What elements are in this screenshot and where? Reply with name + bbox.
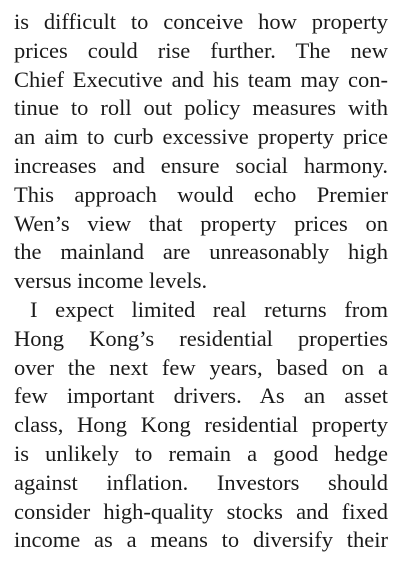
- paragraph-1: [14, 8, 388, 296]
- text-line: Wen’s view that property prices on: [14, 210, 388, 236]
- text-line: class, Hong Kong residential property: [14, 412, 388, 438]
- text-line: consider high-quality stocks and fixed: [14, 498, 388, 524]
- text-line: versus income levels.: [14, 268, 208, 294]
- article-body: [14, 8, 388, 555]
- text-line: is difficult to conceive how property: [14, 9, 388, 34]
- text-line: over the next few years, based on a: [14, 354, 388, 380]
- text-line: tinue to roll out policy measures with: [14, 95, 388, 121]
- text-line: against inflation. Investors should: [14, 469, 388, 495]
- text-line: the mainland are unreasonably high: [14, 239, 388, 265]
- text-line: few important drivers. As an asset: [14, 383, 388, 409]
- text-line: Hong Kong’s residential properties: [14, 325, 388, 351]
- text-line: prices could rise further. The new: [14, 37, 388, 63]
- text-line: Chief Executive and his team may con-: [14, 66, 388, 92]
- text-line: I expect limited real returns from: [30, 296, 388, 322]
- paragraph-2: [14, 296, 388, 555]
- text-line: income as a means to diversify their: [14, 527, 388, 553]
- text-line: increases and ensure social harmony.: [14, 152, 388, 178]
- text-line: is unlikely to remain a good hedge: [14, 440, 388, 466]
- text-line: This approach would echo Premier: [14, 181, 388, 207]
- text-line: an aim to curb excessive property price: [14, 124, 388, 150]
